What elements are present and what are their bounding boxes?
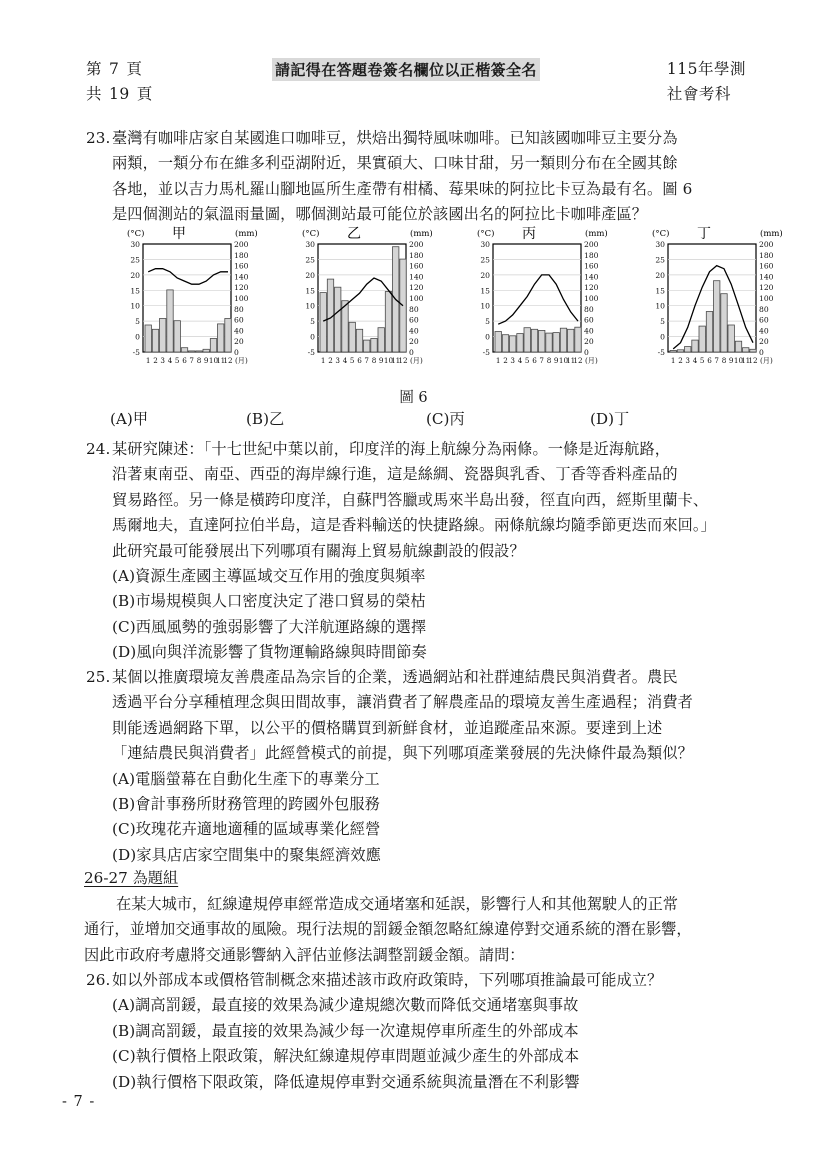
svg-text:60: 60	[759, 315, 769, 325]
chart-yi	[282, 224, 457, 384]
chart-bing-title: 丙	[522, 226, 536, 242]
svg-text:10: 10	[208, 356, 219, 365]
chart-bing	[457, 224, 632, 384]
chart-jia-title: 甲	[172, 226, 186, 242]
option-c[interactable]: (C)執行價格上限政策，解決紅線違規停車問題並減少產生的外部成本	[112, 1047, 580, 1066]
svg-text:15: 15	[480, 286, 490, 296]
svg-text:5: 5	[699, 356, 705, 365]
stem-line: 某個以推廣環境友善農產品為宗旨的企業，透過網站和社群連結農民與消費者。農民	[112, 668, 678, 686]
svg-text:-5: -5	[307, 348, 315, 357]
svg-text:2: 2	[678, 356, 683, 365]
svg-text:180: 180	[409, 250, 424, 260]
svg-text:30: 30	[305, 240, 315, 249]
svg-text:80: 80	[584, 304, 594, 314]
svg-text:30: 30	[130, 240, 140, 249]
svg-text:40: 40	[234, 326, 244, 336]
stem-line: 貿易路徑。另一條是橫跨印度洋，自蘇門答臘或馬來半島出發，徑直向西，經斯里蘭卡、	[112, 490, 709, 509]
exam-info-block	[667, 57, 746, 107]
chart-ding-ylabel-right: (mm)	[760, 229, 783, 239]
svg-text:1: 1	[145, 356, 151, 365]
stem-line: 各地，並以吉力馬札羅山腳地區所生產帶有柑橘、莓果味的阿拉比卡豆為最有名。圖 6	[112, 179, 693, 198]
svg-text:10: 10	[733, 356, 744, 365]
stem-line: 此研究最可能發展出下列哪項有關海上貿易航線劃設的假設？	[112, 541, 525, 560]
svg-text:160: 160	[584, 261, 599, 271]
chart-bing-xlabel: (月)	[585, 356, 598, 365]
page-label-prefix: 第	[86, 60, 103, 78]
svg-text:120: 120	[234, 283, 249, 293]
svg-text:160: 160	[759, 261, 774, 271]
svg-text:20: 20	[130, 270, 140, 280]
question-24-stem	[112, 437, 746, 564]
chart-jia-ylabel-right: (mm)	[235, 229, 258, 239]
svg-text:1: 1	[495, 356, 501, 365]
svg-text:140: 140	[409, 272, 424, 282]
svg-text:4: 4	[342, 356, 348, 365]
svg-text:9: 9	[728, 356, 734, 365]
question-25	[86, 665, 746, 868]
question-26	[86, 968, 746, 1095]
svg-text:15: 15	[130, 286, 140, 296]
svg-text:0: 0	[310, 332, 315, 342]
svg-text:25: 25	[480, 255, 490, 265]
svg-text:12: 12	[573, 356, 583, 365]
svg-text:60: 60	[584, 315, 594, 325]
svg-text:12: 12	[223, 356, 233, 365]
signature-notice: 請記得在答題卷簽名欄位以正楷簽全名	[272, 58, 540, 81]
svg-text:25: 25	[305, 255, 315, 265]
option-a[interactable]: (A)甲	[110, 410, 149, 428]
svg-text:0: 0	[485, 332, 490, 342]
svg-text:15: 15	[655, 286, 665, 296]
svg-text:20: 20	[480, 270, 490, 280]
option-b[interactable]: (B)市場規模與人口密度決定了港口貿易的榮枯	[112, 592, 426, 611]
chart-yi-ylabel-left: (°C)	[302, 229, 320, 239]
option-b[interactable]: (B)會計事務所財務管理的跨國外包服務	[112, 795, 380, 814]
option-a[interactable]: (A)資源生產國主導區域交互作用的強度與頻率	[112, 567, 426, 586]
svg-text:3: 3	[510, 356, 515, 365]
question-24	[86, 437, 746, 666]
svg-text:0: 0	[409, 348, 414, 357]
figure-6	[107, 224, 807, 384]
chart-yi-ylabel-right: (mm)	[410, 229, 433, 239]
chart-ding-ylabel-left: (°C)	[652, 229, 670, 239]
question-24-number: 24.	[86, 440, 111, 458]
svg-text:30: 30	[480, 240, 490, 249]
chart-jia-xlabel: (月)	[235, 356, 248, 365]
svg-text:12: 12	[398, 356, 408, 365]
svg-text:5: 5	[310, 317, 315, 327]
svg-text:160: 160	[409, 261, 424, 271]
svg-text:6: 6	[357, 356, 362, 365]
svg-text:20: 20	[305, 270, 315, 280]
option-d[interactable]: (D)丁	[590, 410, 630, 428]
svg-text:4: 4	[692, 356, 698, 365]
svg-text:10: 10	[655, 301, 665, 311]
svg-text:100: 100	[759, 294, 774, 303]
chart-ding-title: 丁	[697, 226, 711, 242]
svg-text:9: 9	[378, 356, 384, 365]
svg-text:5: 5	[524, 356, 530, 365]
svg-text:11: 11	[566, 356, 576, 365]
svg-text:180: 180	[759, 250, 774, 260]
svg-text:8: 8	[371, 356, 377, 365]
option-a[interactable]: (A)電腦螢幕在自動化生產下的專業分工	[112, 769, 380, 788]
svg-text:10: 10	[480, 301, 490, 311]
question-25-number: 25.	[86, 668, 111, 686]
svg-text:7: 7	[189, 356, 194, 365]
svg-text:5: 5	[174, 356, 180, 365]
svg-text:4: 4	[517, 356, 523, 365]
svg-text:80: 80	[234, 304, 244, 314]
stem-line: 「連結農民與消費者」此經營模式的前提，與下列哪項產業發展的先決條件最為類似？	[112, 744, 693, 763]
svg-text:180: 180	[584, 250, 599, 260]
svg-text:2: 2	[153, 356, 158, 365]
svg-text:3: 3	[160, 356, 165, 365]
svg-text:200: 200	[584, 240, 599, 249]
svg-text:11: 11	[741, 356, 751, 365]
svg-text:0: 0	[584, 348, 589, 357]
stem-line: 馬爾地夫，直達阿拉伯半島，這是香料輸送的快捷路線。兩條航線均隨季節更迭而來回。」	[112, 516, 716, 535]
svg-text:9: 9	[553, 356, 559, 365]
question-23	[86, 126, 746, 228]
svg-text:140: 140	[584, 272, 599, 282]
svg-text:7: 7	[539, 356, 544, 365]
svg-text:5: 5	[660, 317, 665, 327]
svg-text:100: 100	[409, 294, 424, 303]
page-number: 7	[109, 60, 120, 78]
svg-text:40: 40	[409, 326, 419, 336]
svg-text:60: 60	[234, 315, 244, 325]
svg-text:120: 120	[409, 283, 424, 293]
stem-line: 透過平台分享種植理念與田間故事，讓消費者了解農產品的環境友善生產過程；消費者	[112, 693, 693, 712]
option-b[interactable]: (B)調高罰鍰，最直接的效果為減少每一次違規停車所產生的外部成本	[112, 1021, 579, 1040]
svg-text:100: 100	[584, 294, 599, 303]
svg-text:0: 0	[759, 348, 764, 357]
stem-line: 是四個測站的氣溫雨量圖，哪個測站最可能位於該國出名的阿拉比卡咖啡產區？	[112, 205, 648, 224]
figure-6-caption: 圖 6	[399, 390, 428, 406]
stem-line: 如以外部成本或價格管制概念來描述該市政府政策時，下列哪項推論最可能成立？	[112, 971, 663, 989]
svg-text:-5: -5	[482, 348, 490, 357]
option-c[interactable]: (C)西風風勢的強弱影響了大洋航運路線的選擇	[112, 617, 427, 636]
svg-text:80: 80	[409, 304, 419, 314]
svg-text:0: 0	[135, 332, 140, 342]
svg-text:20: 20	[234, 337, 244, 347]
total-suffix: 頁	[136, 85, 153, 103]
svg-text:3: 3	[335, 356, 340, 365]
chart-jia-ylabel-left: (°C)	[127, 229, 145, 239]
exam-name: 115年學測	[666, 60, 746, 78]
svg-text:180: 180	[234, 250, 249, 260]
svg-text:2: 2	[328, 356, 333, 365]
page-header	[86, 57, 746, 109]
page-count-block	[86, 57, 153, 107]
exam-subject: 社會考科	[666, 85, 731, 103]
svg-text:6: 6	[532, 356, 537, 365]
svg-text:40: 40	[584, 326, 594, 336]
svg-text:100: 100	[234, 294, 249, 303]
svg-text:15: 15	[305, 286, 315, 296]
option-b[interactable]: (B)乙	[246, 410, 285, 428]
svg-text:3: 3	[685, 356, 690, 365]
svg-text:200: 200	[234, 240, 249, 249]
svg-text:2: 2	[503, 356, 508, 365]
question-26-stem	[112, 968, 746, 993]
svg-text:20: 20	[759, 337, 769, 347]
chart-yi-title: 乙	[347, 226, 361, 242]
svg-text:-5: -5	[657, 348, 665, 357]
svg-text:25: 25	[655, 255, 665, 265]
question-25-stem	[112, 665, 746, 767]
svg-text:200: 200	[409, 240, 424, 249]
svg-text:80: 80	[759, 304, 769, 314]
svg-text:6: 6	[707, 356, 712, 365]
option-c[interactable]: (C)丙	[426, 410, 465, 428]
passage-line: 在某大城市，紅線違規停車經常造成交通堵塞和延誤，影響行人和其他駕駛人的正常	[116, 895, 678, 913]
svg-text:60: 60	[409, 315, 419, 325]
option-d[interactable]: (D)家具店店家空間集中的聚集經濟效應	[112, 845, 381, 864]
passage-line: 因此市政府考慮將交通影響納入評估並修法調整罰鍰金額。請問：	[84, 945, 525, 964]
svg-text:20: 20	[655, 270, 665, 280]
svg-text:-5: -5	[132, 348, 140, 357]
svg-text:11: 11	[216, 356, 226, 365]
page-footer: - 7 -	[62, 1094, 96, 1110]
svg-text:160: 160	[234, 261, 249, 271]
question-group-26-27-passage	[84, 892, 744, 968]
svg-text:40: 40	[759, 326, 769, 336]
svg-text:120: 120	[759, 283, 774, 293]
svg-text:10: 10	[305, 301, 315, 311]
stem-line: 某研究陳述：「十七世紀中葉以前，印度洋的海上航線分為兩條。一條是近海航路，	[112, 440, 671, 458]
svg-text:6: 6	[182, 356, 187, 365]
chart-ding-xlabel: (月)	[760, 356, 773, 365]
question-26-number: 26.	[86, 971, 111, 989]
stem-line: 臺灣有咖啡店家自某國進口咖啡豆，烘焙出獨特風味咖啡。已知該國咖啡豆主要分為	[112, 129, 678, 147]
chart-jia	[107, 224, 282, 384]
svg-text:5: 5	[135, 317, 140, 327]
question-23-number: 23.	[86, 129, 111, 147]
svg-text:8: 8	[546, 356, 552, 365]
svg-text:11: 11	[391, 356, 401, 365]
svg-text:8: 8	[196, 356, 202, 365]
chart-bing-ylabel-left: (°C)	[477, 229, 495, 239]
svg-text:9: 9	[203, 356, 209, 365]
svg-text:20: 20	[409, 337, 419, 347]
total-prefix: 共	[86, 85, 103, 103]
svg-text:7: 7	[364, 356, 369, 365]
question-group-26-27-title: 26-27 為題組	[84, 869, 179, 887]
svg-text:140: 140	[759, 272, 774, 282]
svg-text:10: 10	[383, 356, 394, 365]
svg-text:7: 7	[714, 356, 719, 365]
svg-text:10: 10	[558, 356, 569, 365]
option-d[interactable]: (D)執行價格下限政策，降低違規停車對交通系統與流量潛在不利影響	[112, 1072, 580, 1091]
chart-bing-ylabel-right: (mm)	[585, 229, 608, 239]
option-d[interactable]: (D)風向與洋流影響了貨物運輸路線與時間節奏	[112, 643, 427, 662]
chart-ding	[632, 224, 807, 384]
stem-line: 兩類，一類分布在維多利亞湖附近，果實碩大、口味甘甜，另一類則分布在全國其餘	[112, 154, 678, 173]
svg-text:1: 1	[320, 356, 326, 365]
svg-text:5: 5	[485, 317, 490, 327]
svg-text:10: 10	[130, 301, 140, 311]
svg-text:25: 25	[130, 255, 140, 265]
stem-line: 則能透過網路下單，以公平的價格購買到新鮮食材，並追蹤產品來源。要達到上述	[112, 718, 663, 737]
svg-text:0: 0	[234, 348, 239, 357]
svg-text:1: 1	[670, 356, 676, 365]
page-label-suffix: 頁	[126, 60, 143, 78]
svg-text:8: 8	[721, 356, 727, 365]
svg-text:30: 30	[655, 240, 665, 249]
svg-text:0: 0	[660, 332, 665, 342]
stem-line: 沿著東南亞、南亞、西亞的海岸線行進，這是絲綢、瓷器與乳香、丁香等香料產品的	[112, 465, 678, 484]
svg-text:200: 200	[759, 240, 774, 249]
svg-text:12: 12	[748, 356, 758, 365]
svg-text:120: 120	[584, 283, 599, 293]
option-a[interactable]: (A)調高罰鍰，最直接的效果為減少違規總次數而降低交通堵塞與事故	[112, 996, 579, 1015]
svg-text:140: 140	[234, 272, 249, 282]
passage-line: 通行，並增加交通事故的風險。現行法規的罰鍰金額忽略紅線違停對交通系統的潛在影響，	[84, 920, 692, 939]
chart-yi-xlabel: (月)	[410, 356, 423, 365]
svg-text:4: 4	[167, 356, 173, 365]
option-c[interactable]: (C)玫瑰花卉適地適種的區域專業化經營	[112, 820, 381, 839]
svg-text:5: 5	[349, 356, 355, 365]
svg-text:20: 20	[584, 337, 594, 347]
question-23-stem	[112, 126, 746, 228]
total-pages: 19	[109, 85, 130, 103]
